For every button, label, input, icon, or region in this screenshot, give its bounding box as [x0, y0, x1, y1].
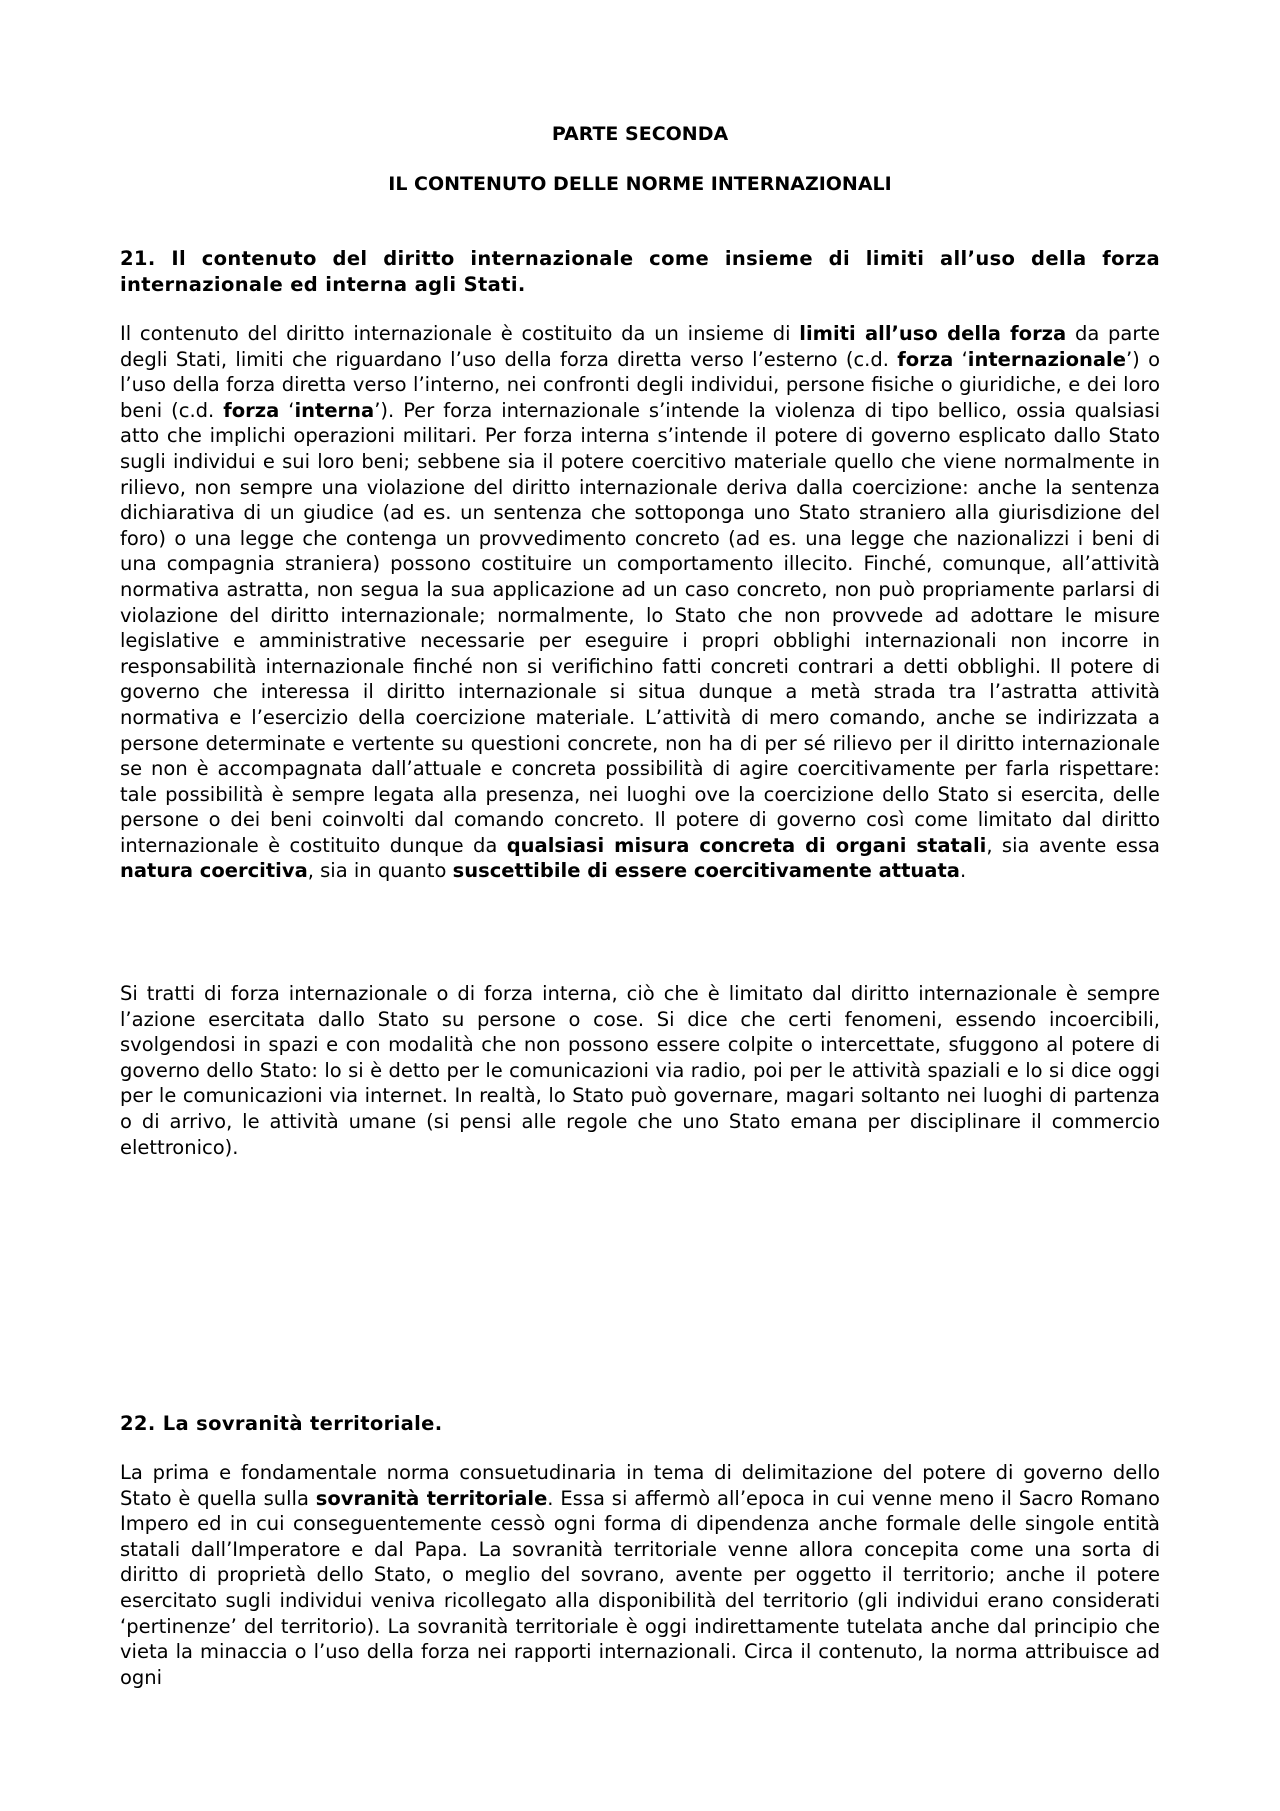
part-label: PARTE SECONDA: [551, 123, 729, 145]
section-22-title: 22. La sovranità territoriale.: [120, 1412, 443, 1435]
section-21-paragraph-2: Si tratti di forza internazionale o di forza interna, ciò che è limitato dal diritto internazionale è sempre l’azione esercitata dallo Stato su persone o cose. Si dice che certi fenomeni, essendo incoercibili, svolgendosi in spazi e con modalità che non possono essere colpite o intercettate, sfuggono al potere di governo dello Stato: lo si è detto per le comunicazioni via radio, poi per le attività spaziali e lo si dice oggi per le comunicazioni via internet. In realtà, lo Stato può governare, magari soltanto nei luoghi di partenza o di arrivo, le attività umane (si pensi alle regole che uno Stato emana per disciplinare il commercio elettronico).: [120, 982, 1160, 1159]
part-title: IL CONTENUTO DELLE NORME INTERNAZIONALI: [388, 173, 892, 195]
section-21-title: 21. Il contenuto del diritto internazionale come insieme di limiti all’uso della forza internazionale ed interna agli Stati.: [120, 247, 1160, 296]
section-21-paragraph-1: Il contenuto del diritto internazionale è costituito da un insieme di limiti all’uso della forza da parte degli Stati, limiti che riguardano l’uso della forza diretta verso l’esterno (c.d. forza ‘internazionale’) o l’uso della forza diretta verso l’interno, nei confronti degli individui, persone fisiche o giuridiche, e dei loro beni (c.d. forza ‘interna’). Per forza internazionale s’intende la violenza di tipo bellico, ossia qualsiasi atto che implichi operazioni militari. Per forza interna s’intende il potere di governo esplicato dallo Stato sugli individui e sui loro beni; sebbene sia il potere coercitivo materiale quello che viene normalmente in rilievo, non sempre una violazione del diritto internazionale deriva dalla coercizione: anche la sentenza dichiarativa di un giudice (ad es. un sentenza che sottoponga uno Stato straniero alla giurisdizione del foro) o una legge che contenga un provvedimento concreto (ad es. una legge che nazionalizzi i beni di una compagnia straniera) possono costituire un comportamento illecito. Finché, comunque, all’attività normativa astratta, non segua la sua applicazione ad un caso concreto, non può propriamente parlarsi di violazione del diritto internazionale; normalmente, lo Stato che non provvede ad adottare le misure legislative e amministrative necessarie per eseguire i propri obblighi internazionali non incorre in responsabilità internazionale finché non si verifichino fatti concreti contrari a detti obblighi. Il potere di governo che interessa il diritto internazionale si situa dunque a metà strada tra l’astratta attività normativa e l’esercizio della coercizione materiale. L’attività di mero comando, anche se indirizzata a persone determinate e vertente su questioni concrete, non ha di per sé rilievo per il diritto internazionale se non è accompagnata dall’attuale e concreta possibilità di agire coercitivamente per farla rispettare: tale possibilità è sempre legata alla presenza, nei luoghi ove la coercizione dello Stato si esercita, delle persone o dei beni coinvolti dal comando concreto. Il potere di governo così come limitato dal diritto internazionale è costituito dunque da qualsiasi misura concreta di organi statali, sia avente essa natura coercitiva, sia in quanto suscettibile di essere coercitivamente attuata.: [120, 322, 1161, 883]
section-22-paragraph-1: La prima e fondamentale norma consuetudinaria in tema di delimitazione del potere di governo dello Stato è quella sulla sovranità territoriale. Essa si affermò all’epoca in cui venne meno il Sacro Romano Impero ed in cui conseguentemente cessò ogni forma di dipendenza anche formale delle singole entità statali dall’Imperatore e dal Papa. La sovranità territoriale venne allora concepita come una sorta di diritto di proprietà dello Stato, o meglio del sovrano, avente per oggetto il territorio; anche il potere esercitato sugli individui veniva ricollegato alla disponibilità del territorio (gli individui erano considerati ‘pertinenze’ del territorio). La sovranità territoriale è oggi indirettamente tutelata anche dal principio che vieta la minaccia o l’uso della forza nei rapporti internazionali. Circa il contenuto, la norma attribuisce ad ogni: [120, 1461, 1160, 1689]
